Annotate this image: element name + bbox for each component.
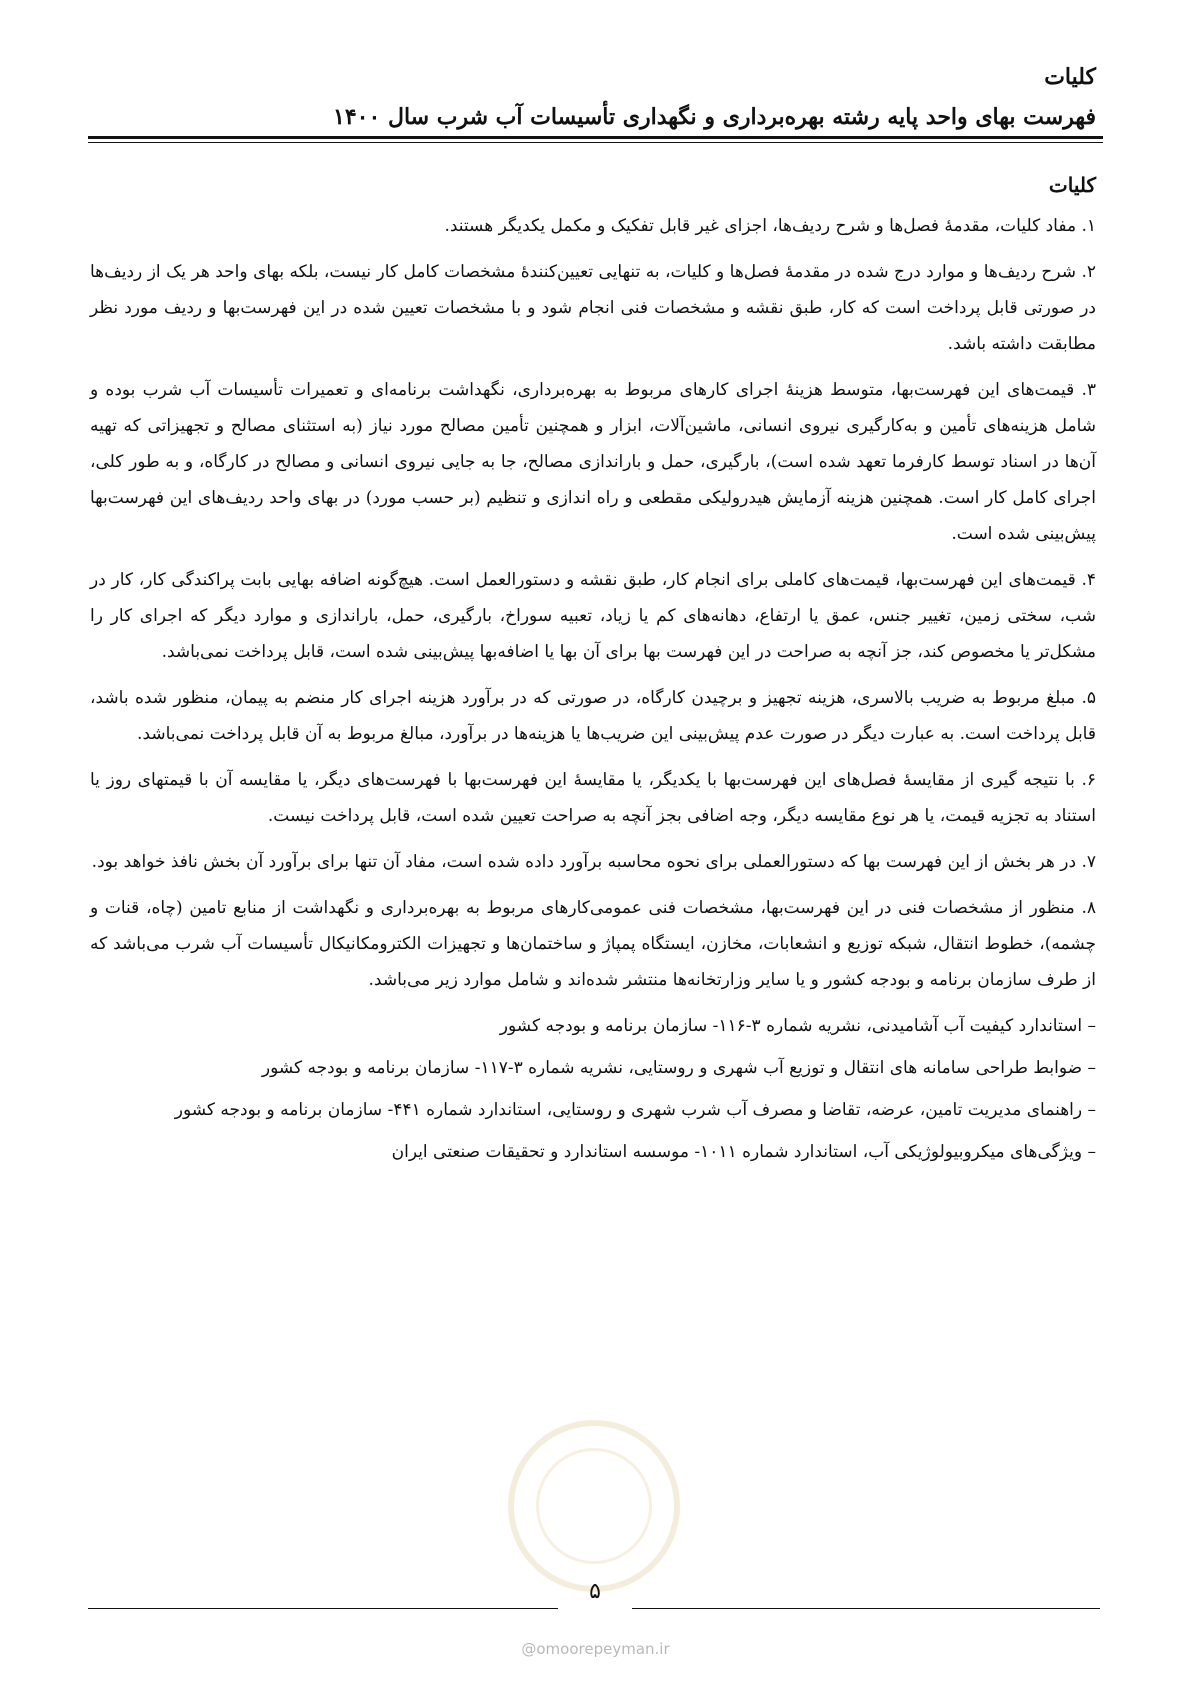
reference-item-2: – ضوابط طراحی سامانه های انتقال و توزیع آب شهری و روستایی، نشریه شماره ۳-۱۱۷- سازمان برنامه و بودجه کشور (261, 1058, 1096, 1078)
section-title: کلیات (1048, 173, 1096, 197)
paragraph-7: ۷. در هر بخش از این فهرست بها که دستورالعملی برای نحوه محاسبه برآورد داده شده است، مفاد آن تنها برای برآورد آن بخش نافذ خواهد بود. (91, 852, 1096, 872)
paragraph-2: ۲. شرح ردیف‌ها و موارد درج شده در مقدمهٔ فصل‌ها و کلیات، به تنهایی تعیین‌کنندهٔ مشخصات کامل کار نیست، بلکه بهای واحد هر یک از ردیف‌ها در صورتی قابل پرداخت است که کار، طبق نقشه و مشخصات فنی انجام شود و با مشخصات تعیین شده در این فهرست‌بها و ردیف مورد نظر مطابقت داشته باشد. (90, 262, 1096, 354)
watermark-seal-icon (508, 1420, 680, 1592)
paragraph-4: ۴. قیمت‌های این فهرست‌بها، قیمت‌های کاملی برای انجام کار، طبق نقشه و دستورالعمل است. هیچ‌گونه اضافه بهایی بابت پراکندگی کار، کار در شب، سختی زمین، تغییر جنس، عمق یا ارتفاع، دهانه‌های کم یا زیاد، تعبیه سوراخ، بارگیری، حمل، باراندازی و موارد دیگر که اجرای کار را مشکل‌تر یا مخصوص کند، جز آنچه به صراحت در این فهرست بها برای آن بها یا اضافه‌بها پیش‌بینی شده است، قابل پرداخت نمی‌باشد. (90, 570, 1096, 662)
header-rule-thin (88, 142, 1103, 143)
paragraph-3: ۳. قیمت‌های این فهرست‌بها، متوسط هزینهٔ اجرای کارهای مربوط به بهره‌برداری، نگهداشت برنامه‌ای و تعمیرات تأسیسات آب شرب بوده و شامل هزینه‌های تأمین و به‌کارگیری نیروی انسانی، ماشین‌آلات، ابزار و همچنین تأمین مصالح مورد نیاز (به استثنای مصالح و تجهیزاتی که تهیه آن‌ها در اسناد توسط کارفرما تعهد شده است)، بارگیری، حمل و باراندازی مصالح، جا به جایی نیروی انسانی و مصالح در کارگاه، و به طور کلی، اجرای کامل کار است. همچنین هزینه آزمایش هیدرولیکی مقطعی و راه اندازی و تنظیم (بر حسب مورد) در بهای واحد ردیف‌های این فهرست‌بها پیش‌بینی شده است. (90, 380, 1096, 544)
reference-item-3: – راهنمای مدیریت تامین، عرضه، تقاضا و مصرف آب شرب شهری و روستایی، استاندارد شماره ۴۴۱- سازمان برنامه و بودجه کشور (174, 1100, 1096, 1120)
page-number: ۵ (589, 1579, 601, 1604)
paragraph-6: ۶. با نتیجه گیری از مقایسهٔ فصل‌های این فهرست‌بها با یکدیگر، یا مقایسهٔ این فهرست‌بها با فهرست‌های دیگر، یا مقایسه آن با قیمتهای روز یا استناد به تجزیه قیمت، یا هر نوع مقایسه دیگر، وجه اضافی بجز آنچه به صراحت تعیین شده است، قابل پرداخت نیست. (90, 770, 1096, 826)
footer-rule-right (632, 1608, 1100, 1609)
header-rule-thick (88, 136, 1103, 139)
watermark-url: @omoorepeyman.ir (521, 1640, 670, 1658)
page-header (95, 62, 1096, 132)
footer-rule-left (88, 1608, 558, 1609)
paragraph-5: ۵. مبلغ مربوط به ضریب بالاسری، هزینه تجهیز و برچیدن کارگاه، در صورتی که در برآورد هزینه اجرای کار منضم به پیمان، منظور شده باشد، قابل پرداخت است. به عبارت دیگر در صورت عدم پیش‌بینی این ضریب‌ها یا هزینه‌ها در برآورد، مبالغ مربوط به آن قابل پرداخت نمی‌باشد. (90, 688, 1096, 744)
reference-item-4: – ویژگی‌های میکروبیولوژیکی آب، استاندارد شماره ۱۰۱۱- موسسه استاندارد و تحقیقات صنعتی ایران (391, 1142, 1096, 1162)
reference-item-1: – استاندارد کیفیت آب آشامیدنی، نشریه شماره ۳-۱۱۶- سازمان برنامه و بودجه کشور (499, 1016, 1096, 1036)
header-title: کلیات (1044, 64, 1096, 90)
paragraph-8: ۸. منظور از مشخصات فنی در این فهرست‌بها، مشخصات فنی عمومی‌کارهای مربوط به بهره‌برداری و نگهداشت از منابع تامین (چاه، قنات و چشمه)، خطوط انتقال، شبکه توزیع و انشعابات، مخازن، ایستگاه پمپاژ و ساختمان‌ها و تجهیزات الکترومکانیکال تأسیسات آب شرب می‌باشد که از طرف سازمان برنامه و بودجه کشور و یا سایر وزارتخانه‌ها منتشر شده‌اند و شامل موارد زیر می‌باشد. (90, 898, 1096, 990)
paragraph-1: ۱. مفاد کلیات، مقدمهٔ فصل‌ها و شرح ردیف‌ها، اجزای غیر قابل تفکیک و مکمل یکدیگر هستند. (444, 216, 1096, 236)
main-content (90, 168, 1096, 1176)
header-subtitle: فهرست بهای واحد پایه رشته بهره‌برداری و نگهداری تأسیسات آب شرب سال ۱۴۰۰ (333, 104, 1096, 130)
